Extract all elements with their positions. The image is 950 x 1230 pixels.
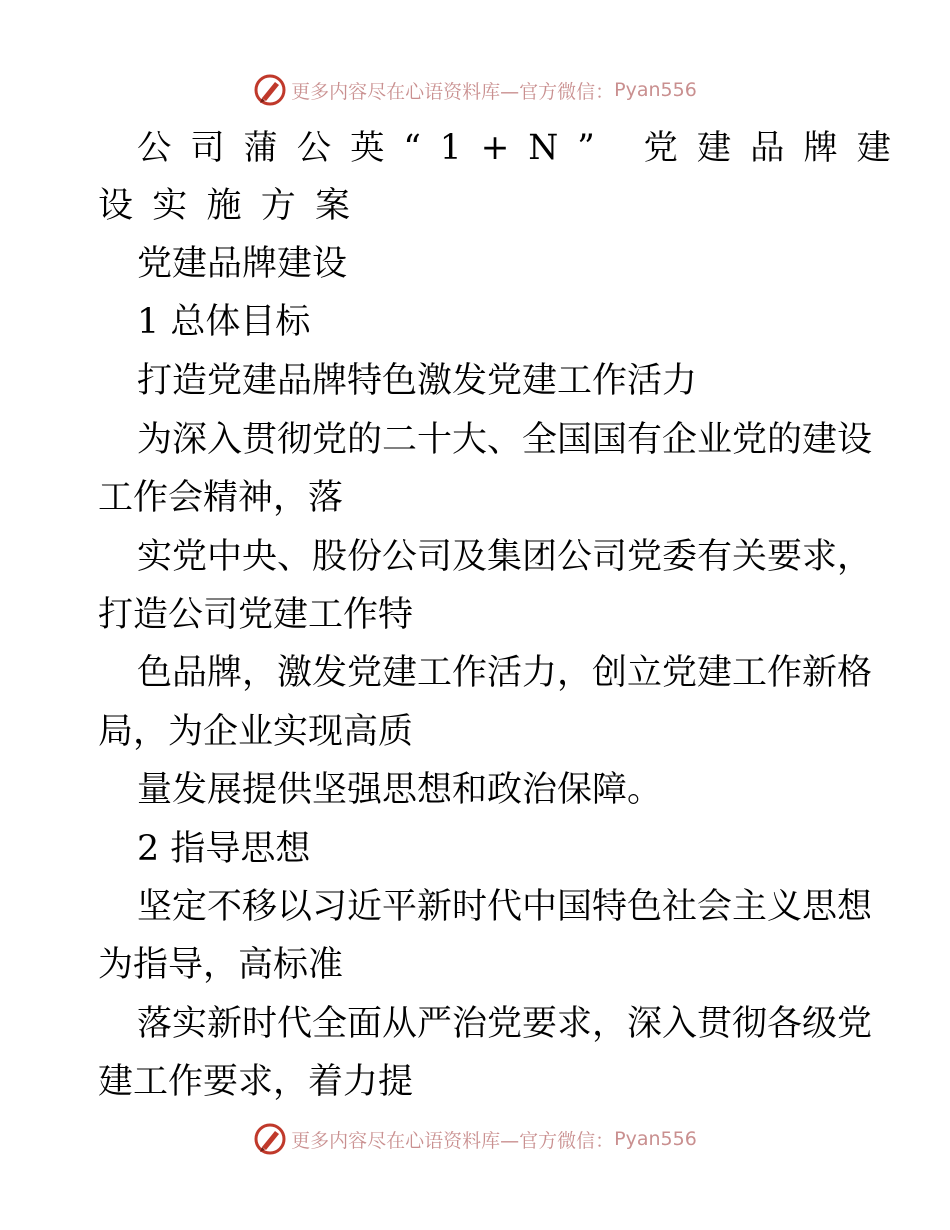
header-watermark xyxy=(0,72,950,108)
paragraph-line: 建工作要求，着力提 xyxy=(98,1062,414,1102)
watermark-text: 更多内容尽在心语资料库—官方微信： xyxy=(291,1129,615,1152)
paragraph-line: 工作会精神，落 xyxy=(98,478,344,518)
paragraph-line: 打造公司党建工作特 xyxy=(98,595,414,635)
paragraph-line: 局，为企业实现高质 xyxy=(98,712,414,752)
paragraph-line: 实党中央、股份公司及集团公司党委有关要求， xyxy=(137,537,873,577)
paragraph-line: 落实新时代全面从严治党要求，深入贯彻各级党 xyxy=(137,1004,873,1044)
document-title-line-1: 公司蒲公英“1+N” 党建品牌建 xyxy=(137,128,910,168)
paragraph-line: 坚定不移以习近平新时代中国特色社会主义思想 xyxy=(137,887,873,927)
section-heading: 1 总体目标 xyxy=(137,302,311,342)
paragraph-line: 量发展提供坚强思想和政治保障。 xyxy=(137,770,663,810)
pen-logo-icon xyxy=(253,73,287,107)
section-heading: 党建品牌建设 xyxy=(137,244,348,284)
paragraph-line: 为深入贯彻党的二十大、全国国有企业党的建设 xyxy=(137,420,873,460)
watermark-text: 更多内容尽在心语资料库—官方微信： xyxy=(291,80,615,103)
watermark-wechat-id: Pyan556 xyxy=(614,1128,697,1150)
paragraph-line: 打造党建品牌特色激发党建工作活力 xyxy=(137,361,698,401)
paragraph-line: 为指导，高标准 xyxy=(98,945,344,985)
pen-logo-icon xyxy=(253,1122,287,1156)
paragraph-line: 色品牌，激发党建工作活力，创立党建工作新格 xyxy=(137,653,873,693)
section-heading: 2 指导思想 xyxy=(137,829,311,869)
watermark-wechat-id: Pyan556 xyxy=(614,79,697,101)
footer-watermark xyxy=(0,1121,950,1157)
document-title-line-2: 设实施方案 xyxy=(98,186,370,226)
